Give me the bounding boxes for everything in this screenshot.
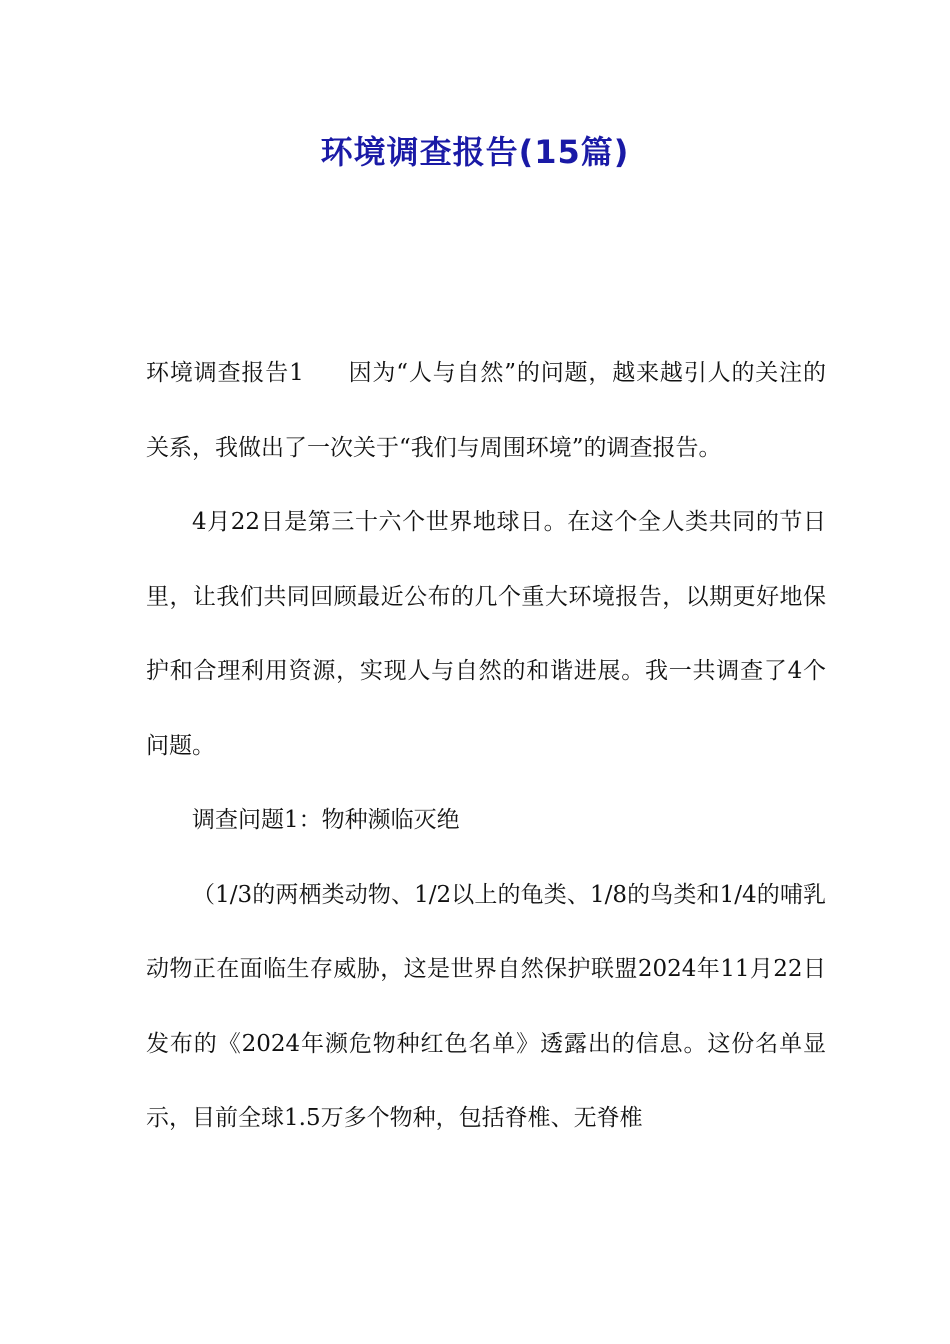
paragraph-question-1: 调查问题1：物种濒临灭绝 [192, 807, 460, 833]
paragraph-intro [146, 336, 826, 485]
paragraph-earth-day: 4月22日是第三十六个世界地球日。在这个全人类共同的节日里，让我们共同回顾最近公布的几个重大环境报告，以期更好地保护和合理利用资源，实现人与自然的和谐进展。我一共调查了4个问题。 [146, 509, 826, 759]
paragraph-text: 因为“人与自然”的问题，越来越引人的关注的关系，我做出了一次关于“我们与周围环境”的调查报告。 [146, 360, 826, 461]
paragraph-red-list: （1/3的两栖类动物、1/2以上的龟类、1/8的鸟类和1/4的哺乳动物正在面临生存威胁，这是世界自然保护联盟2024年11月22日发布的《2024年濒危物种红色名单》透露出的信息。这份名单显示，目前全球1.5万多个物种，包括脊椎、无脊椎 [146, 881, 826, 1131]
document-body [146, 336, 826, 1156]
document-title: 环境调查报告(15篇) [320, 133, 630, 171]
section-heading: 环境调查报告1 [146, 360, 304, 386]
